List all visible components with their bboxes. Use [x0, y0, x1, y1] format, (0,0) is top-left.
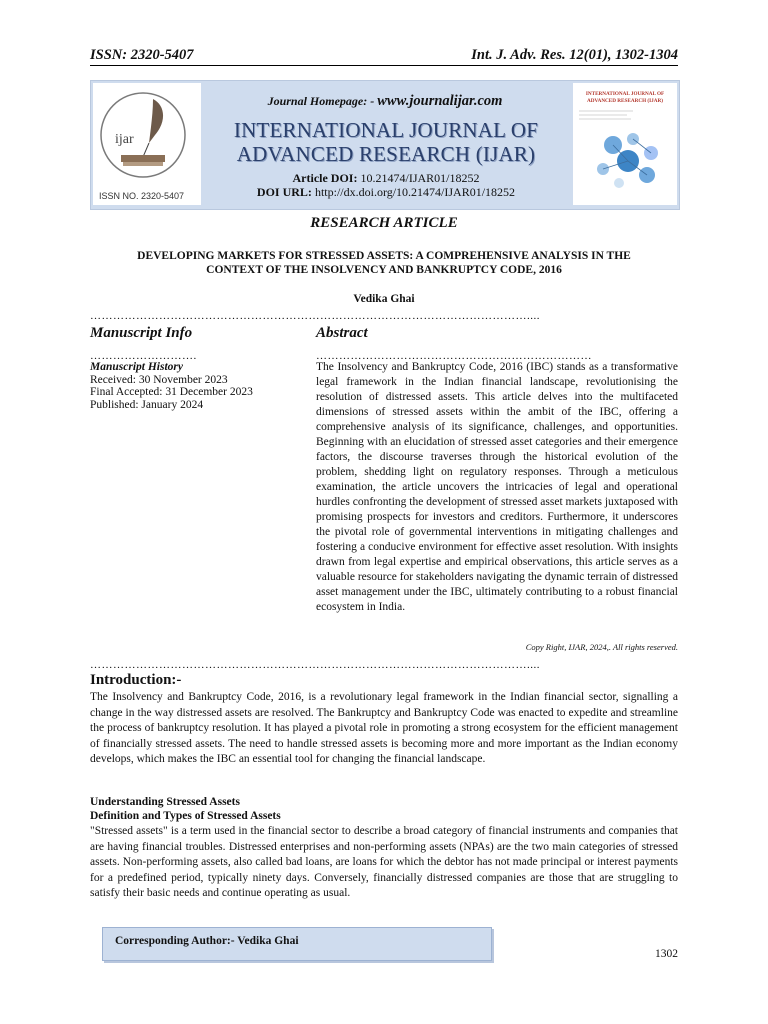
section-heading-stressed-assets: Understanding Stressed Assets: [90, 796, 240, 808]
introduction-paragraph: The Insolvency and Bankruptcy Code, 2016, is a revolutionary legal framework in the Indian financial sector, signalling a change in the way distressed assets are resolved. The Bankruptcy and Bankruptcy Code was enacted to expedite and streamline the process of bankruptcy resolution. It has played a pivotal role in promoting a strong ecosystem for the efficient management of financially stressed assets. The need to handle stressed assets is becoming more and more important as the Indian economy develops, which makes the IBC an essential tool for changing the financial landscape.: [90, 691, 678, 765]
abstract-text: The Insolvency and Bankruptcy Code, 2016 (IBC) stands as a transformative legal framework in the Indian financial landscape, revolutionising the resolution of distressed assets. This article delves into the multifaceted dimensions of stressed assets within the ambit of the IBC, offering a comprehensive analysis of its significance, challenges, and opportunities. Beginning with an elucidation of stressed asset categories and their emergence factors, the discourse traverses through the historical evolution of the problem, shedding light on regulatory responses. Through a meticulous examination, the article uncovers the intricacies of legal and operational hurdles confronting the development of stressed asset markets juxtaposed with promising prospects for investors and creditors. Furthermore, it underscores the pivotal role of governmental interventions in mitigating challenges and fostering a conducive environment for effective asset resolution. With insights drawn from legal expertise and empirical observations, this article serves as a valuable resource for stakeholders navigating the dynamic terrain of distressed asset management under the IBC, ultimately contributing to a robust financial ecosystem in India.: [316, 361, 678, 613]
abstract-separator: ………………………………………………………………: [316, 350, 592, 362]
received-date: Received: 30 November 2023: [90, 373, 228, 386]
journal-title: [201, 118, 571, 166]
accepted-date: Final Accepted: 31 December 2023: [90, 386, 253, 399]
article-title-line2: CONTEXT OF THE INSOLVENCY AND BANKRUPTCY CODE, 2016: [206, 264, 562, 276]
manuscript-separator: ……………………….: [90, 350, 197, 362]
journal-cover-image: [573, 83, 677, 205]
introduction-heading: Introduction:-: [90, 672, 182, 688]
article-doi: 10.21474/IJAR01/18252: [360, 171, 480, 185]
article-title-line1: DEVELOPING MARKETS FOR STRESSED ASSETS: A COMPREHENSIVE ANALYSIS IN THE: [137, 250, 631, 262]
published-date: Published: January 2024: [90, 398, 204, 411]
page-number: 1302: [655, 948, 678, 960]
citation-text: Int. J. Adv. Res. 12(01), 1302-1304: [471, 47, 678, 63]
manuscript-info-heading: Manuscript Info: [90, 325, 193, 341]
journal-title-line2: ADVANCED RESEARCH (IJAR): [236, 142, 536, 166]
article-type: RESEARCH ARTICLE: [310, 215, 458, 231]
cover-title-line2: ADVANCED RESEARCH (IJAR): [587, 98, 663, 104]
article-doi-label: Article DOI:: [292, 171, 358, 185]
copyright-notice: Copy Right, IJAR, 2024,. All rights reserved.: [525, 642, 678, 652]
logo-ijar-text: ijar: [115, 132, 134, 147]
subsection-heading-definition: Definition and Types of Stressed Assets: [90, 810, 281, 822]
definition-paragraph: "Stressed assets" is a term used in the financial sector to describe a broad category of financial instruments and companies that are having financial troubles. Distressed enterprises and non-performing assets (NPAs) are the two main categories of stressed assets. Non-performing assets, also called bad loans, are loans for which the debtor has not made principal or interest payments for a predefined period, typically ninety days. Conversely, financially distressed companies are those that are struggling to satisfy their basic needs and continue operating as usual.: [90, 825, 678, 899]
article-author: Vedika Ghai: [353, 293, 415, 305]
separator-top: ……………………………………………………………………………………………………....: [90, 311, 540, 321]
corresponding-author-box: [102, 927, 492, 961]
doi-url-label: DOI URL:: [256, 185, 312, 199]
separator-bottom: ……………………………………………………………………………………………………....: [90, 660, 540, 670]
journal-title-line1: INTERNATIONAL JOURNAL OF: [233, 118, 539, 142]
issn-text: ISSN: 2320-5407: [90, 47, 194, 63]
corresponding-author-text: Corresponding Author:- Vedika Ghai: [115, 935, 299, 947]
abstract-heading: Abstract: [316, 325, 368, 341]
journal-banner: [90, 80, 680, 210]
homepage-label: Journal Homepage: -: [267, 94, 375, 108]
logo-issn-text: ISSN NO. 2320-5407: [99, 191, 185, 201]
doi-block: [201, 171, 571, 199]
article-title: [100, 249, 668, 277]
homepage-link[interactable]: www.journalijar.com: [377, 93, 503, 109]
doi-url-link[interactable]: http://dx.doi.org/10.21474/IJAR01/18252: [314, 185, 516, 199]
manuscript-history: [90, 361, 310, 411]
running-header: [90, 47, 678, 66]
manuscript-history-title: Manuscript History: [90, 361, 183, 373]
cover-title-line1: INTERNATIONAL JOURNAL OF: [585, 91, 665, 97]
